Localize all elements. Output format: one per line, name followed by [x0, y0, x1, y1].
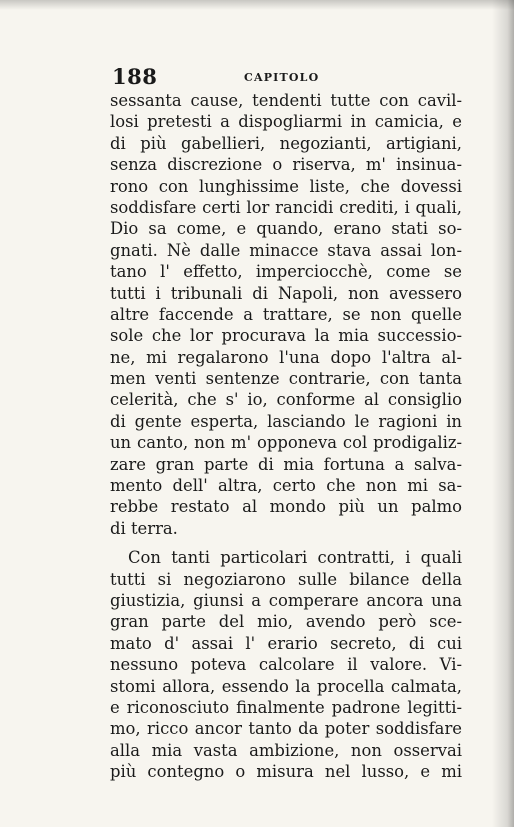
text-line: sole che lor procurava la mia successio-: [110, 326, 462, 346]
text-line: tano l' effetto, imperciocchè, come se: [110, 262, 462, 282]
text-line: gran parte del mio, avendo però sce-: [110, 612, 462, 632]
text-line: di terra.: [110, 518, 178, 538]
text-line: sessanta cause, tendenti tutte con cavil-: [110, 91, 462, 110]
text-line: rebbe restato al mondo più un palmo: [110, 497, 462, 517]
text-line: tutti si negoziarono sulle bilance della: [110, 569, 462, 589]
text-line: soddisfare certi lor rancidi crediti, i quali,: [110, 197, 462, 217]
text-line: stomi allora, essendo la procella calmata,: [110, 676, 462, 696]
text-line: ne, mi regalarono l'una dopo l'altra al-: [110, 347, 462, 367]
text-line: zare gran parte di mia fortuna a salva-: [110, 454, 462, 474]
text-line: celerità, che s' io, conforme al consiglio: [110, 390, 462, 410]
chapter-heading: CAPITOLO: [244, 71, 320, 84]
text-line: rono con lunghissime liste, che dovessi: [110, 176, 462, 196]
text-line: senza discrezione o riserva, m' insinua-: [110, 155, 462, 175]
text-line: mento dell' altra, certo che non mi sa-: [110, 476, 462, 496]
text-line: alla mia vasta ambizione, non osservai: [110, 740, 462, 760]
text-line: nessuno poteva calcolare il valore. Vi-: [110, 655, 462, 675]
page-spine-shadow: [492, 0, 514, 827]
text-line: più contegno o misura nel lusso, e mi: [110, 762, 462, 782]
text-line: un canto, non m' opponeva col prodigaliz-: [110, 433, 462, 453]
text-line: e riconosciuto finalmente padrone legitti-: [110, 697, 462, 717]
text-line: men venti sentenze contrarie, con tanta: [110, 369, 462, 389]
page-top-shadow: [0, 0, 514, 10]
text-line: di gente esperta, lasciando le ragioni in: [110, 411, 462, 431]
text-line: giustizia, giunsi a comperare ancora una: [110, 590, 462, 610]
page-number: 188: [112, 64, 158, 89]
body-text: [110, 90, 462, 783]
text-line: Dio sa come, e quando, erano stati so-: [110, 219, 462, 239]
text-line: di più gabellieri, negozianti, artigiani,: [110, 133, 462, 153]
paragraph-gap: [110, 539, 462, 547]
text-line: tutti i tribunali di Napoli, non avessero: [110, 283, 462, 303]
text-line: mo, ricco ancor tanto da poter soddisfare: [110, 719, 462, 739]
text-line: Con tanti particolari contratti, i quali: [128, 548, 462, 568]
text-line: altre faccende a trattare, se non quelle: [110, 304, 462, 324]
text-line: mato d' assai l' erario secreto, di cui: [110, 633, 462, 653]
running-head: [112, 64, 472, 90]
text-line: losi pretesti a dispogliarmi in camicia, e: [110, 112, 462, 132]
text-line: gnati. Nè dalle minacce stava assai lon-: [110, 240, 462, 260]
